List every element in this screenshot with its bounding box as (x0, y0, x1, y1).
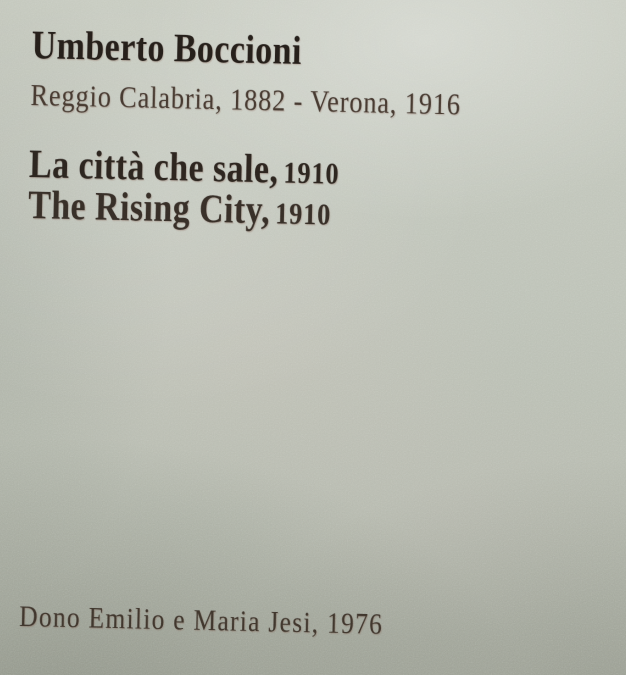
artwork-year-english: 1910 (274, 195, 332, 232)
artist-name: Umberto Boccioni (31, 22, 303, 73)
credit-line: Dono Emilio e Maria Jesi, 1976 (18, 599, 384, 641)
artwork-title-english (27, 182, 332, 233)
artist-dates: Reggio Calabria, 1882 - Verona, 1916 (30, 77, 462, 122)
artwork-year-italian: 1910 (283, 154, 340, 191)
artwork-title-italian-text: La città che sale, (28, 141, 279, 192)
artwork-title-english-text: The Rising City, (27, 182, 271, 233)
